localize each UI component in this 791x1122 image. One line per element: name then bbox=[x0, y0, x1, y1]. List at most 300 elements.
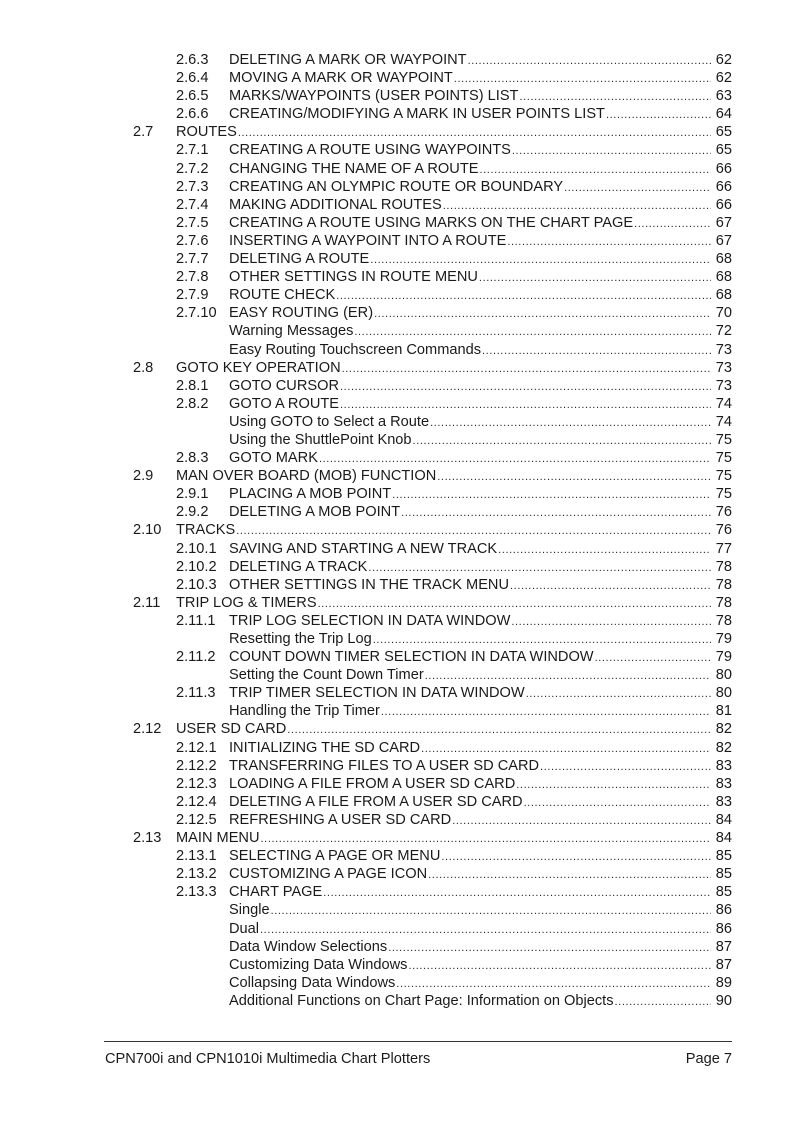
dot-leader bbox=[342, 360, 711, 378]
dot-leader bbox=[336, 287, 711, 305]
toc-entry[interactable] bbox=[0, 123, 791, 141]
toc-entry-number: 2.11.2 bbox=[176, 649, 216, 666]
toc-entry-title: MAIN MENU bbox=[176, 830, 260, 847]
toc-entry-number: 2.10.1 bbox=[176, 540, 217, 557]
toc-entry-page: 66 bbox=[715, 160, 732, 177]
dot-leader bbox=[370, 251, 711, 269]
toc-entry[interactable] bbox=[0, 702, 791, 720]
toc-entry-title: GOTO CURSOR bbox=[229, 377, 340, 394]
toc-entry[interactable] bbox=[0, 775, 791, 793]
toc-entry[interactable] bbox=[0, 865, 791, 883]
dot-leader bbox=[615, 993, 711, 1011]
toc-entry-title: INITIALIZING THE SD CARD bbox=[229, 739, 421, 756]
dot-leader bbox=[498, 541, 711, 559]
toc-entry[interactable] bbox=[0, 920, 791, 938]
toc-entry-title-line bbox=[229, 630, 711, 649]
toc-entry-title-line bbox=[229, 974, 711, 993]
toc-entry[interactable] bbox=[0, 395, 791, 413]
toc-entry-page: 67 bbox=[715, 232, 732, 249]
toc-entry[interactable] bbox=[0, 720, 791, 738]
dot-leader bbox=[287, 721, 711, 739]
toc-entry[interactable] bbox=[0, 413, 791, 431]
toc-entry-title: LOADING A FILE FROM A USER SD CARD bbox=[229, 775, 516, 792]
toc-entry-page: 81 bbox=[715, 703, 732, 720]
toc-entry-title-line bbox=[229, 268, 711, 287]
toc-entry-page: 85 bbox=[715, 848, 732, 865]
toc-entry[interactable] bbox=[0, 992, 791, 1010]
toc-entry-title: CUSTOMIZING A PAGE ICON bbox=[229, 866, 428, 883]
toc-entry-title: MAN OVER BOARD (MOB) FUNCTION bbox=[176, 468, 437, 485]
toc-entry-title-line bbox=[229, 160, 711, 179]
footer-document-title: CPN700i and CPN1010i Multimedia Chart Plotters bbox=[105, 1051, 431, 1067]
toc-entry-title: Warning Messages bbox=[229, 323, 354, 340]
toc-entry-page: 74 bbox=[715, 395, 732, 412]
toc-entry-title: DELETING A MARK OR WAYPOINT bbox=[229, 52, 467, 68]
toc-entry[interactable] bbox=[0, 648, 791, 666]
dot-leader bbox=[340, 378, 711, 396]
toc-entry-number: 2.11 bbox=[133, 594, 161, 611]
dot-leader bbox=[519, 88, 711, 106]
toc-entry-page: 73 bbox=[715, 359, 732, 376]
toc-entry[interactable] bbox=[0, 160, 791, 178]
dot-leader bbox=[425, 667, 711, 685]
toc-entry-title: TRIP LOG SELECTION IN DATA WINDOW bbox=[229, 612, 511, 629]
toc-entry[interactable] bbox=[0, 232, 791, 250]
toc-entry-title-line bbox=[229, 938, 711, 957]
dot-leader bbox=[468, 52, 711, 70]
toc-entry-number: 2.12.4 bbox=[176, 793, 217, 810]
toc-entry-title: USER SD CARD bbox=[176, 721, 287, 738]
toc-entry-title-line bbox=[229, 87, 711, 106]
toc-entry-title: DELETING A FILE FROM A USER SD CARD bbox=[229, 793, 523, 810]
toc-entry-page: 87 bbox=[715, 938, 732, 955]
toc-entry-number: 2.7.4 bbox=[176, 196, 209, 213]
toc-entry-page: 63 bbox=[715, 88, 732, 105]
toc-entry-title-line bbox=[229, 69, 711, 88]
dot-leader bbox=[413, 432, 711, 450]
toc-entry-page: 68 bbox=[715, 251, 732, 268]
toc-entry-number: 2.7.5 bbox=[176, 214, 209, 231]
toc-entry-title-line bbox=[229, 775, 711, 794]
dot-leader bbox=[340, 396, 711, 414]
dot-leader bbox=[428, 866, 711, 884]
dot-leader bbox=[524, 794, 711, 812]
toc-entry[interactable] bbox=[0, 304, 791, 322]
toc-entry[interactable] bbox=[0, 666, 791, 684]
toc-entry[interactable] bbox=[0, 558, 791, 576]
toc-entry[interactable] bbox=[0, 883, 791, 901]
toc-entry-page: 76 bbox=[715, 504, 732, 521]
toc-entry-title: SELECTING A PAGE OR MENU bbox=[229, 848, 441, 865]
toc-entry[interactable] bbox=[0, 467, 791, 485]
dot-leader bbox=[564, 179, 711, 197]
toc-entry-title-line bbox=[176, 521, 711, 540]
toc-entry-number: 2.8.3 bbox=[176, 450, 209, 467]
toc-entry-title-line bbox=[229, 865, 711, 884]
toc-entry-page: 83 bbox=[715, 775, 732, 792]
toc-entry-page: 70 bbox=[715, 305, 732, 322]
toc-entry-title: Easy Routing Touchscreen Commands bbox=[229, 341, 482, 358]
toc-entry-number: 2.7.1 bbox=[176, 142, 209, 159]
toc-entry-page: 73 bbox=[715, 341, 732, 358]
dot-leader bbox=[606, 106, 711, 124]
toc-entry-title: Collapsing Data Windows bbox=[229, 974, 396, 991]
toc-entry-page: 75 bbox=[715, 431, 732, 448]
toc-entry-title: OTHER SETTINGS IN ROUTE MENU bbox=[229, 269, 478, 286]
toc-entry-title-line bbox=[229, 847, 711, 866]
toc-entry-number: 2.11.1 bbox=[176, 612, 216, 629]
toc-entry[interactable] bbox=[0, 757, 791, 775]
toc-entry-page: 83 bbox=[715, 757, 732, 774]
toc-entry[interactable] bbox=[0, 105, 791, 123]
toc-entry[interactable] bbox=[0, 51, 791, 69]
toc-entry-title-line bbox=[229, 196, 711, 215]
toc-entry-title-line bbox=[229, 503, 711, 522]
toc-entry[interactable] bbox=[0, 974, 791, 992]
toc-entry-title: TRIP TIMER SELECTION IN DATA WINDOW bbox=[229, 685, 525, 702]
toc-entry-title-line bbox=[229, 485, 711, 504]
toc-entry-page: 75 bbox=[715, 468, 732, 485]
toc-entry-title-line bbox=[229, 377, 711, 396]
toc-entry[interactable] bbox=[0, 901, 791, 919]
toc-entry-title-line bbox=[229, 286, 711, 305]
toc-entry[interactable] bbox=[0, 250, 791, 268]
dot-leader bbox=[482, 342, 711, 360]
toc-entry-number: 2.13.2 bbox=[176, 866, 217, 883]
toc-entry-number: 2.8.1 bbox=[176, 377, 209, 394]
toc-entry-title: DELETING A MOB POINT bbox=[229, 504, 401, 521]
toc-entry-title-line bbox=[229, 757, 711, 776]
dot-leader bbox=[396, 975, 711, 993]
toc-entry-title: Data Window Selections bbox=[229, 938, 388, 955]
toc-entry[interactable] bbox=[0, 359, 791, 377]
toc-entry[interactable] bbox=[0, 449, 791, 467]
toc-entry-title-line bbox=[229, 105, 711, 124]
toc-entry-title: ROUTES bbox=[176, 124, 237, 141]
toc-entry-number: 2.12.5 bbox=[176, 811, 217, 828]
toc-entry[interactable] bbox=[0, 540, 791, 558]
toc-entry-number: 2.13.1 bbox=[176, 848, 217, 865]
toc-entry-title-line bbox=[229, 395, 711, 414]
toc-entry-number: 2.7.6 bbox=[176, 232, 209, 249]
dot-leader bbox=[441, 848, 711, 866]
toc-entry-title: TRIP LOG & TIMERS bbox=[176, 594, 317, 611]
toc-entry-number: 2.9.2 bbox=[176, 504, 209, 521]
toc-entry-page: 82 bbox=[715, 721, 732, 738]
dot-leader bbox=[510, 577, 711, 595]
toc-entry[interactable] bbox=[0, 739, 791, 757]
dot-leader bbox=[421, 740, 711, 758]
toc-entry-title: DELETING A TRACK bbox=[229, 558, 368, 575]
toc-entry[interactable] bbox=[0, 286, 791, 304]
toc-entry-title-line bbox=[229, 576, 711, 595]
dot-leader bbox=[354, 323, 711, 341]
toc-entry-title: COUNT DOWN TIMER SELECTION IN DATA WINDOW bbox=[229, 649, 594, 666]
toc-entry-title-line bbox=[229, 540, 711, 559]
toc-entry-title-line bbox=[229, 901, 711, 920]
toc-entry-title: OTHER SETTINGS IN THE TRACK MENU bbox=[229, 576, 510, 593]
toc-entry-page: 73 bbox=[715, 377, 732, 394]
toc-entry-title: CREATING AN OLYMPIC ROUTE OR BOUNDARY bbox=[229, 178, 564, 195]
toc-entry-page: 64 bbox=[715, 106, 732, 123]
dot-leader bbox=[392, 486, 711, 504]
toc-entry-number: 2.7.2 bbox=[176, 160, 209, 177]
dot-leader bbox=[512, 142, 711, 160]
toc-entry-title-line bbox=[229, 232, 711, 251]
toc-entry-page: 75 bbox=[715, 450, 732, 467]
toc-entry-page: 80 bbox=[715, 685, 732, 702]
dot-leader bbox=[408, 957, 711, 975]
toc-entry-title: Single bbox=[229, 902, 270, 919]
toc-entry-title: Handling the Trip Timer bbox=[229, 703, 380, 720]
toc-entry-number: 2.9.1 bbox=[176, 486, 209, 503]
toc-entry-title: MOVING A MARK OR WAYPOINT bbox=[229, 70, 453, 87]
toc-entry-title-line bbox=[229, 739, 711, 758]
toc-entry-page: 82 bbox=[715, 739, 732, 756]
dot-leader bbox=[507, 233, 711, 251]
toc-entry[interactable] bbox=[0, 594, 791, 612]
toc-entry-title-line bbox=[229, 558, 711, 577]
dot-leader bbox=[443, 197, 711, 215]
toc-entry-number: 2.12.3 bbox=[176, 775, 217, 792]
toc-entry-title-line bbox=[176, 594, 711, 613]
toc-entry-title: CREATING A ROUTE USING WAYPOINTS bbox=[229, 142, 511, 159]
toc-entry-page: 80 bbox=[715, 667, 732, 684]
toc-entry-number: 2.9 bbox=[133, 468, 154, 485]
toc-entry-title: Customizing Data Windows bbox=[229, 956, 408, 973]
toc-entry-title: CREATING A ROUTE USING MARKS ON THE CHART PAGE bbox=[229, 214, 634, 231]
toc-entry-page: 86 bbox=[715, 920, 732, 937]
toc-entry-number: 2.12.1 bbox=[176, 739, 217, 756]
toc-entry[interactable] bbox=[0, 503, 791, 521]
footer-divider bbox=[104, 1041, 732, 1042]
toc-entry[interactable] bbox=[0, 576, 791, 594]
dot-leader bbox=[516, 776, 711, 794]
toc-entry-title: TRANSFERRING FILES TO A USER SD CARD bbox=[229, 757, 540, 774]
toc-entry-number: 2.8 bbox=[133, 359, 154, 376]
toc-entry-title: SAVING AND STARTING A NEW TRACK bbox=[229, 540, 498, 557]
toc-entry[interactable] bbox=[0, 196, 791, 214]
toc-entry-title-line bbox=[229, 449, 711, 468]
toc-entry[interactable] bbox=[0, 141, 791, 159]
toc-entry-title: Resetting the Trip Log bbox=[229, 631, 372, 647]
toc-entry[interactable] bbox=[0, 938, 791, 956]
toc-entry-title-line bbox=[176, 359, 711, 378]
toc-entry-title-line bbox=[229, 322, 711, 341]
dot-leader bbox=[271, 902, 711, 920]
toc-entry-page: 84 bbox=[715, 811, 732, 828]
toc-entry-page: 78 bbox=[715, 558, 732, 575]
toc-entry-title: Dual bbox=[229, 920, 260, 937]
toc-entry-number: 2.6.4 bbox=[176, 70, 209, 87]
toc-entry-number: 2.7.7 bbox=[176, 251, 209, 268]
toc-entry-title: EASY ROUTING (ER) bbox=[229, 305, 374, 322]
toc-entry-title: DELETING A ROUTE bbox=[229, 251, 370, 268]
dot-leader bbox=[261, 830, 711, 848]
dot-leader bbox=[526, 685, 711, 703]
toc-entry-page: 87 bbox=[715, 956, 732, 973]
toc-entry-title-line bbox=[229, 612, 711, 631]
toc-entry-number: 2.7.3 bbox=[176, 178, 209, 195]
toc-entry[interactable] bbox=[0, 956, 791, 974]
dot-leader bbox=[479, 269, 711, 287]
toc-entry[interactable] bbox=[0, 811, 791, 829]
toc-entry-title-line bbox=[229, 250, 711, 269]
toc-entry-title-line bbox=[229, 811, 711, 830]
toc-entry-title-line bbox=[229, 304, 711, 323]
toc-entry-number: 2.12 bbox=[133, 721, 162, 738]
toc-entry-title-line bbox=[229, 702, 711, 721]
toc-entry-page: 66 bbox=[715, 178, 732, 195]
toc-entry-page: 79 bbox=[715, 649, 732, 666]
toc-entry-title: GOTO A ROUTE bbox=[229, 395, 340, 412]
dot-leader bbox=[236, 522, 711, 540]
toc-entry-page: 90 bbox=[715, 992, 732, 1009]
toc-entry-title: Using GOTO to Select a Route bbox=[229, 413, 430, 430]
toc-entry-title: INSERTING A WAYPOINT INTO A ROUTE bbox=[229, 232, 507, 249]
dot-leader bbox=[634, 215, 711, 233]
toc-entry[interactable] bbox=[0, 684, 791, 702]
toc-entry[interactable] bbox=[0, 485, 791, 503]
toc-entry[interactable] bbox=[0, 268, 791, 286]
toc-entry-title-line bbox=[229, 883, 711, 902]
toc-entry-page: 65 bbox=[715, 142, 732, 159]
toc-entry[interactable] bbox=[0, 377, 791, 395]
toc-entry-page: 68 bbox=[715, 287, 732, 304]
toc-entry-page: 85 bbox=[715, 866, 732, 883]
toc-entry-title: GOTO KEY OPERATION bbox=[176, 359, 341, 376]
toc-entry-number: 2.12.2 bbox=[176, 757, 217, 774]
dot-leader bbox=[437, 468, 711, 486]
toc-entry-title: Setting the Count Down Timer bbox=[229, 667, 424, 684]
toc-entry[interactable] bbox=[0, 829, 791, 847]
toc-entry-page: 86 bbox=[715, 902, 732, 919]
toc-entry-title-line bbox=[176, 467, 711, 486]
toc-entry-number: 2.8.2 bbox=[176, 395, 209, 412]
toc-entry-title-line bbox=[229, 413, 711, 432]
toc-entry[interactable] bbox=[0, 69, 791, 87]
toc-entry-number: 2.10 bbox=[133, 522, 162, 539]
toc-entry-number: 2.10.2 bbox=[176, 558, 217, 575]
toc-entry-page: 75 bbox=[715, 486, 732, 503]
toc-entry-page: 62 bbox=[715, 70, 732, 87]
toc-entry[interactable] bbox=[0, 178, 791, 196]
toc-entry-title-line bbox=[229, 920, 711, 939]
toc-entry[interactable] bbox=[0, 612, 791, 630]
toc-entry-page: 67 bbox=[715, 214, 732, 231]
dot-leader bbox=[318, 595, 711, 613]
toc-entry[interactable] bbox=[0, 87, 791, 105]
dot-leader bbox=[373, 631, 711, 649]
toc-entry-page: 65 bbox=[715, 124, 732, 141]
toc-entry-title-line bbox=[229, 666, 711, 685]
toc-entry-number: 2.11.3 bbox=[176, 685, 216, 702]
dot-leader bbox=[595, 649, 711, 667]
toc-entry-page: 85 bbox=[715, 884, 732, 901]
toc-entry-page: 77 bbox=[715, 540, 732, 557]
toc-entry[interactable] bbox=[0, 521, 791, 539]
toc-entry-title-line bbox=[176, 829, 711, 848]
toc-entry-title-line bbox=[229, 141, 711, 160]
toc-entry-number: 2.6.6 bbox=[176, 106, 209, 123]
toc-entry-title-line bbox=[229, 684, 711, 703]
toc-entry-number: 2.7.10 bbox=[176, 305, 217, 322]
toc-entry-title-line bbox=[229, 214, 711, 233]
toc-entry-title-line bbox=[229, 956, 711, 975]
toc-entry[interactable] bbox=[0, 847, 791, 865]
dot-leader bbox=[238, 124, 711, 142]
toc-entry-title-line bbox=[229, 178, 711, 197]
toc-entry[interactable] bbox=[0, 341, 791, 359]
toc-entry-page: 78 bbox=[715, 612, 732, 629]
dot-leader bbox=[374, 305, 711, 323]
dot-leader bbox=[479, 161, 711, 179]
dot-leader bbox=[368, 559, 711, 577]
toc-entry[interactable] bbox=[0, 214, 791, 232]
toc-entry-number: 2.7.9 bbox=[176, 287, 209, 304]
dot-leader bbox=[540, 758, 711, 776]
dot-leader bbox=[511, 613, 711, 631]
toc-entry[interactable] bbox=[0, 431, 791, 449]
dot-leader bbox=[430, 414, 711, 432]
toc-entry-title-line bbox=[229, 648, 711, 667]
toc-entry-title: Using the ShuttlePoint Knob bbox=[229, 431, 412, 448]
dot-leader bbox=[401, 504, 711, 522]
toc-entry-page: 83 bbox=[715, 793, 732, 810]
footer-page-number: Page 7 bbox=[685, 1051, 732, 1067]
toc-entry[interactable] bbox=[0, 630, 791, 648]
toc-entry-page: 78 bbox=[715, 576, 732, 593]
toc-entry-page: 66 bbox=[715, 196, 732, 213]
toc-entry-page: 78 bbox=[715, 594, 732, 611]
toc-entry-title: CREATING/MODIFYING A MARK IN USER POINTS LIST bbox=[229, 106, 605, 123]
toc-entry-title: MARKS/WAYPOINTS (USER POINTS) LIST bbox=[229, 88, 519, 105]
toc-entry-number: 2.13.3 bbox=[176, 884, 217, 901]
toc-entry-title: MAKING ADDITIONAL ROUTES bbox=[229, 196, 442, 213]
toc-entry-page: 76 bbox=[715, 522, 732, 539]
table-of-contents bbox=[0, 51, 791, 1010]
toc-entry-title-line bbox=[229, 431, 711, 450]
toc-entry-title: GOTO MARK bbox=[229, 450, 318, 467]
toc-entry-title: Additional Functions on Chart Page: Information on Objects bbox=[229, 992, 614, 1009]
toc-entry-title: PLACING A MOB POINT bbox=[229, 486, 392, 503]
toc-entry-number: 2.7 bbox=[133, 124, 154, 141]
toc-entry-number: 2.13 bbox=[133, 830, 162, 847]
toc-entry-title: ROUTE CHECK bbox=[229, 287, 336, 304]
toc-entry-title-line bbox=[229, 992, 711, 1011]
toc-entry-title: TRACKS bbox=[176, 522, 236, 539]
toc-entry-page: 72 bbox=[715, 323, 732, 340]
toc-entry-title: CHANGING THE NAME OF A ROUTE bbox=[229, 160, 479, 177]
toc-entry-page: 84 bbox=[715, 830, 732, 847]
toc-entry-number: 2.6.3 bbox=[176, 52, 209, 68]
dot-leader bbox=[452, 812, 711, 830]
toc-entry-title: REFRESHING A USER SD CARD bbox=[229, 811, 452, 828]
toc-entry[interactable] bbox=[0, 322, 791, 340]
dot-leader bbox=[323, 884, 711, 902]
toc-entry-title-line bbox=[229, 51, 711, 70]
dot-leader bbox=[454, 70, 711, 88]
toc-entry-number: 2.6.5 bbox=[176, 88, 209, 105]
toc-entry-page: 74 bbox=[715, 413, 732, 430]
toc-entry-title: CHART PAGE bbox=[229, 884, 323, 901]
toc-entry-page: 79 bbox=[715, 631, 732, 647]
dot-leader bbox=[319, 450, 711, 468]
toc-entry-title-line bbox=[176, 720, 711, 739]
toc-entry-title-line bbox=[229, 341, 711, 360]
toc-entry[interactable] bbox=[0, 793, 791, 811]
toc-entry-page: 62 bbox=[715, 52, 732, 68]
